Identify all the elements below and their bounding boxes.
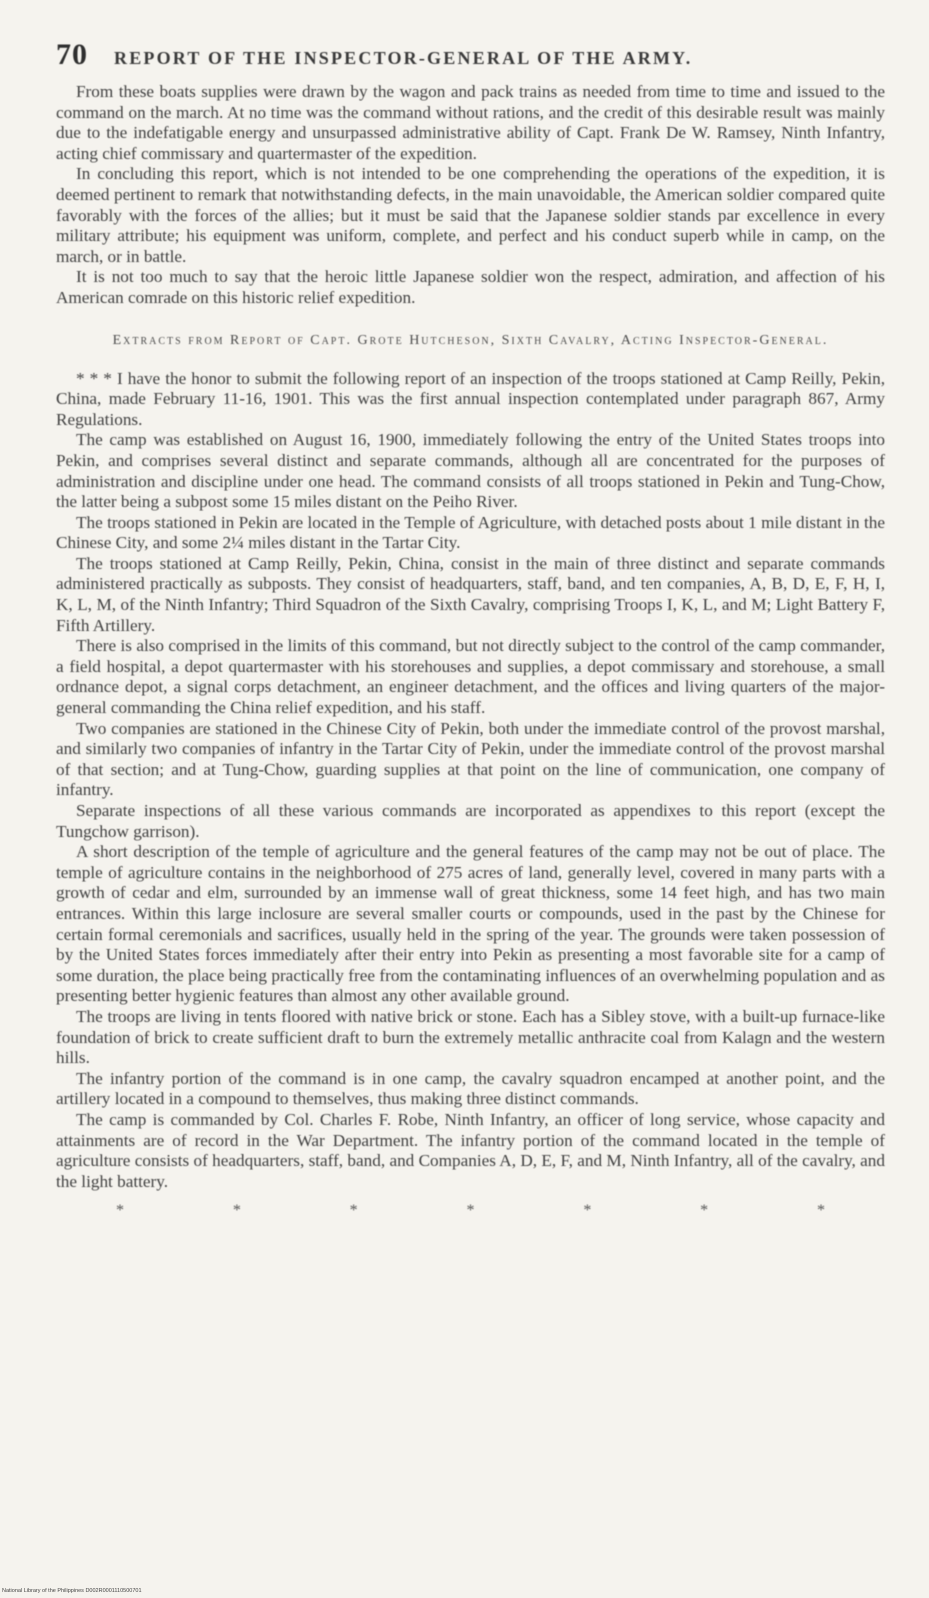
ellipsis-asterisks — [56, 1192, 885, 1220]
asterisk: * — [116, 1202, 124, 1220]
paragraph: In concluding this report, which is not intended to be one comprehending the operations of the expedition, it is deemed pertinent to remark that notwithstanding defects, in the main unavoidable, the American soldier compared quite favorably with the forces of the allies; but it must be said that the Japanese soldier stands par excellence in every military attribute; his equipment was uniform, complete, and perfect and his conduct superb while in camp, on the march, or in battle. — [56, 164, 885, 266]
paragraph: The infantry portion of the command is in one camp, the cavalry squadron encamped at another point, and the artillery located in a compound to themselves, thus making three distinct commands. — [56, 1068, 885, 1109]
asterisk: * — [232, 1202, 241, 1220]
paragraph: From these boats supplies were drawn by the wagon and pack trains as needed from time to time and issued to the command on the march. At no time was the command without rations, and the credit of this desirable result was mainly due to the indefatigable energy and unsurpassed administrative ability of Capt. Frank De W. Ramsey, Ninth Infantry, acting chief commissary and quartermaster of the expedition. — [56, 82, 885, 163]
paragraph: The troops are living in tents floored with native brick or stone. Each has a Sibley stove, with a built-up furnace-like foundation of brick to create sufficient draft to burn the extremely metallic anthracite coal from Kalagn and the western hills. — [56, 1006, 885, 1068]
paragraph: There is also comprised in the limits of this command, but not directly subject to the control of the camp commander, a field hospital, a depot quartermaster with his storehouses and supplies, a depot commissary and storehouse, a small ordnance depot, a signal corps detachment, an engineer detachment, and the offices and living quarters of the major-general commanding the China relief expedition, and his staff. — [56, 636, 885, 718]
asterisk: * — [583, 1202, 592, 1220]
page-number: 70 — [56, 38, 88, 71]
paragraph: The troops stationed in Pekin are located in the Temple of Agriculture, with detached posts about 1 mile distant in the Chinese City, and some 2¼ miles distant in the Tartar City. — [56, 512, 885, 553]
paragraph: The camp was established on August 16, 1900, immediately following the entry of the United States troops into Pekin, and comprises several distinct and separate commands, although all are concentrated for the purposes of administration and discipline under one head. The command consists of all troops stationed in Pekin and Tung-Chow, the latter being a subpost some 15 miles distant on the Peiho River. — [56, 430, 885, 512]
scan-footer: National Library of the Philippines D002R0001110500701 — [2, 1588, 142, 1594]
paragraph: Two companies are stationed in the Chinese City of Pekin, both under the immediate control of the provost marshal, and similarly two companies of infantry in the Tartar City of Pekin, under the immediate control of the provost marshal of that section; and at Tung-Chow, guarding supplies at that point on the line of communication, one company of infantry. — [56, 718, 885, 800]
paragraph: A short description of the temple of agriculture and the general features of the camp may not be out of place. The temple of agriculture contains in the neighborhood of 275 acres of land, generally level, covered in many parts with a growth of cedar and elm, surrounded by an immense wall of great thickness, some 14 feet high, and has two main entrances. Within this large inclosure are several smaller courts or compounds, used in the past by the Chinese for certain formal ceremonials and sacrifices, usually held in the spring of the year. The grounds were taken possession of by the United States forces immediately after their entry into Pekin as presenting a most favorable site for a camp of some duration, the place being practically free from the contaminating influences of an overwhelming population and as presenting better hygienic features than almost any other available ground. — [56, 842, 885, 1006]
asterisk: * — [816, 1202, 825, 1220]
section-heading: Extracts from Report of Capt. Grote Hutcheson, Sixth Cavalry, Acting Inspector-General. — [112, 332, 829, 348]
paragraph: The camp is commanded by Col. Charles F. Robe, Ninth Infantry, an officer of long service, whose capacity and attainments are of record in the War Department. The infantry portion of the command located in the temple of agriculture consists of headquarters, staff, band, and Companies A, D, E, F, and M, Ninth Infantry, all of the cavalry, and the light battery. — [56, 1109, 885, 1191]
paragraph: The troops stationed at Camp Reilly, Pekin, China, consist in the main of three distinct and separate commands administered practically as subposts. They consist of headquarters, staff, band, and ten companies, A, B, D, E, F, H, I, K, L, M, of the Ninth Infantry; Third Squadron of the Sixth Cavalry, comprising Troops I, K, L, and M; Light Battery F, Fifth Artillery. — [56, 553, 885, 635]
page-header — [56, 38, 885, 72]
paragraph: Separate inspections of all these various commands are incorporated as appendixes to this report (except the Tungchow garrison). — [56, 801, 885, 841]
asterisk: * — [700, 1202, 709, 1220]
asterisk: * — [349, 1202, 358, 1220]
paragraph: It is not too much to say that the heroic little Japanese soldier won the respect, admiration, and affection of his American comrade on this historic relief expedition. — [56, 267, 885, 307]
paragraph: * * * I have the honor to submit the following report of an inspection of the troops stationed at Camp Reilly, Pekin, China, made February 11-16, 1901. This was the first annual inspection contemplated under paragraph 867, Army Regulations. — [56, 368, 885, 429]
running-head: REPORT OF THE INSPECTOR-GENERAL OF THE ARMY. — [114, 48, 693, 68]
asterisk: * — [466, 1202, 475, 1220]
